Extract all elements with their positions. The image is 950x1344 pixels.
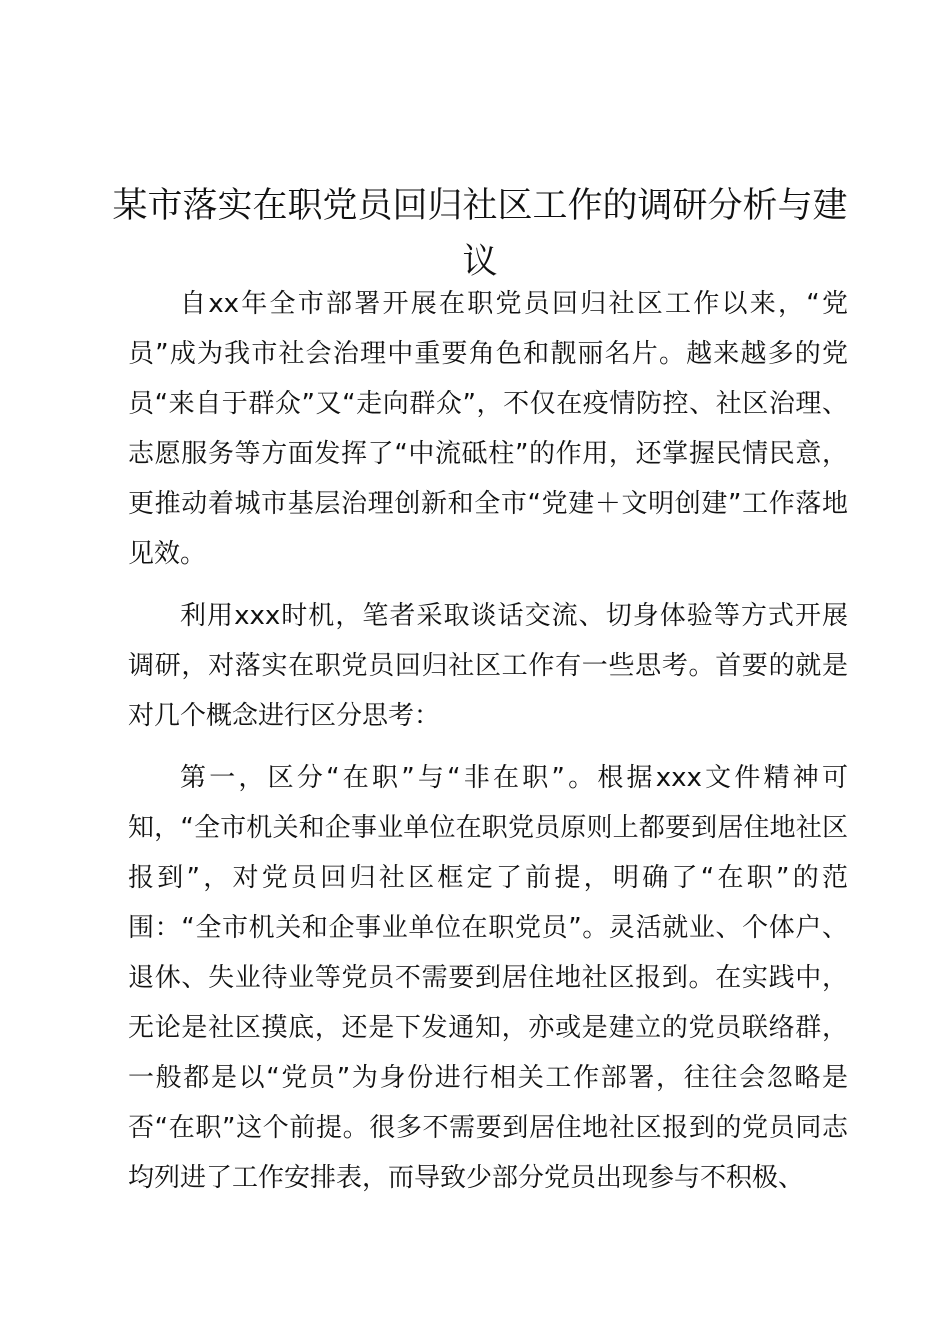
paragraph-1: 自xx年全市部署开展在职党员回归社区工作以来，“党员”成为我市社会治理中重要角色和靓丽名片。越来越多的党员“来自于群众”又“走向群众”，不仅在疫情防控、社区治理、志愿服务等方面发挥了“中流砥柱”的作用，还掌握民情民意，更推动着城市基层治理创新和全市“党建＋文明创建”工作落地见效。 xyxy=(128,289,848,569)
document-body xyxy=(128,279,848,1215)
paragraph-3: 第一，区分“在职”与“非在职”。根据xxx文件精神可知，“全市机关和企事业单位在职党员原则上都要到居住地社区报到”，对党员回归社区框定了前提，明确了“在职”的范围：“全市机关和企事业单位在职党员”。灵活就业、个体户、退休、失业待业等党员不需要到居住地社区报到。在实践中，无论是社区摸底，还是下发通知，亦或是建立的党员联络群，一般都是以“党员”为身份进行相关工作部署，往往会忽略是否“在职”这个前提。很多不需要到居住地社区报到的党员同志均列进了工作安排表，而导致少部分党员出现参与不积极、 xyxy=(128,763,848,1193)
document-title: 某市落实在职党员回归社区工作的调研分析与建议 xyxy=(112,186,848,282)
paragraph-2: 利用xxx时机，笔者采取谈话交流、切身体验等方式开展调研，对落实在职党员回归社区工作有一些思考。首要的就是对几个概念进行区分思考： xyxy=(128,601,848,731)
